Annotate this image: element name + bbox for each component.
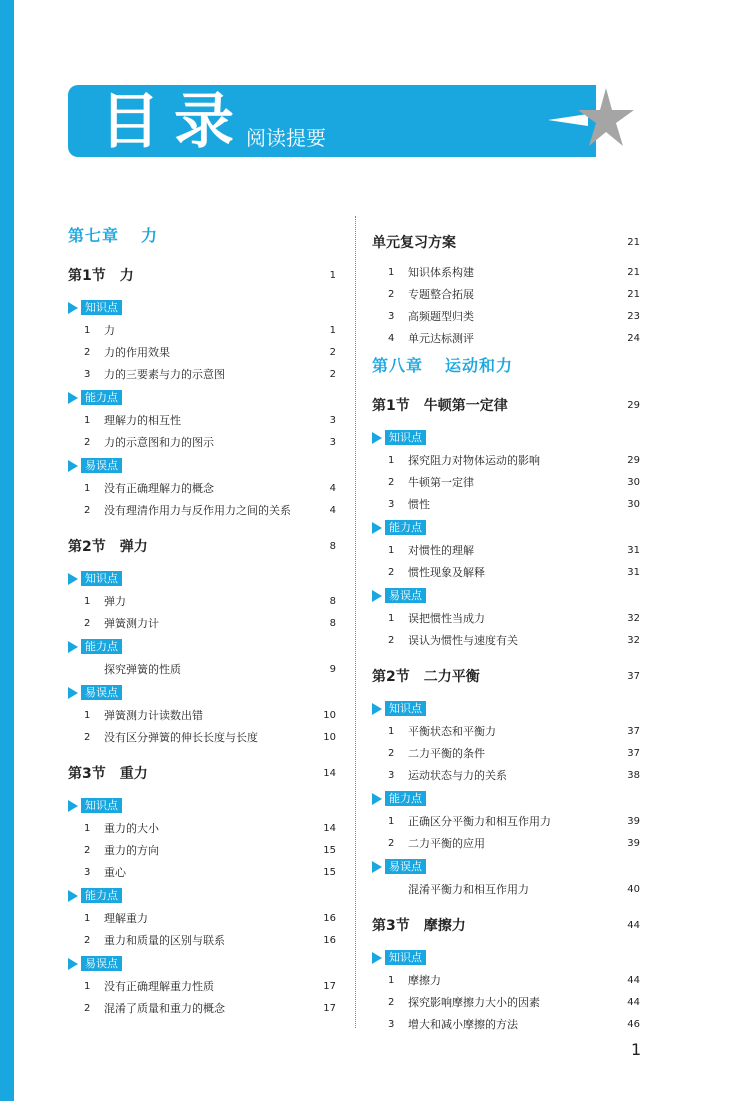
item-page: 16: [323, 934, 336, 946]
toc-item[interactable]: [372, 1013, 640, 1035]
section-heading[interactable]: [68, 760, 336, 786]
item-title: 二力平衡的应用: [408, 837, 485, 850]
section-heading[interactable]: [372, 663, 640, 689]
item-page: 8: [329, 595, 336, 607]
item-number: 1: [84, 912, 91, 924]
item-number: 1: [84, 324, 91, 336]
item-number: 2: [84, 844, 91, 856]
category-label: 知识点: [81, 798, 122, 813]
item-page: 3: [329, 436, 336, 448]
item-page: 14: [323, 822, 336, 834]
category-tag: [68, 684, 336, 701]
item-number: 1: [388, 544, 395, 556]
item-title: 误把惯性当成力: [408, 612, 485, 625]
item-title: 理解重力: [104, 912, 148, 925]
toc-item[interactable]: [372, 969, 640, 991]
item-title: 没有理清作用力与反作用力之间的关系: [104, 504, 291, 517]
section-title: [68, 536, 148, 556]
section-page: 14: [323, 767, 336, 779]
item-title: 正确区分平衡力和相互作用力: [408, 815, 551, 828]
item-page: 44: [627, 996, 640, 1008]
chapter-name: 力: [141, 226, 159, 245]
item-number: 2: [84, 346, 91, 358]
item-number: 1: [388, 815, 395, 827]
play-icon: [372, 952, 382, 964]
section-name: 牛顿第一定律: [423, 398, 508, 414]
toc-left-column: [68, 222, 336, 1019]
item-page: 16: [323, 912, 336, 924]
item-number: 1: [388, 454, 395, 466]
section-title: [372, 915, 466, 935]
category-label: 易误点: [385, 588, 426, 603]
category-label: 能力点: [81, 390, 122, 405]
item-page: 15: [323, 844, 336, 856]
item-number: 1: [388, 266, 395, 278]
page-subtitle: 阅读提要: [246, 126, 326, 150]
section-list: [372, 392, 640, 1035]
category-tag: [372, 519, 640, 536]
item-title: 专题整合拓展: [408, 288, 474, 301]
item-page: 29: [627, 454, 640, 466]
play-icon: [68, 302, 78, 314]
toc-item[interactable]: [68, 975, 336, 997]
item-title: 探究影响摩擦力大小的因素: [408, 996, 540, 1009]
category-tag: [68, 887, 336, 904]
item-page: 39: [627, 815, 640, 827]
section-name: 摩擦力: [423, 918, 466, 934]
item-number: 3: [388, 1018, 395, 1030]
item-page: 2: [329, 346, 336, 358]
item-title: 惯性现象及解释: [408, 566, 485, 579]
play-icon: [68, 687, 78, 699]
category-tag: [68, 955, 336, 972]
toc-item[interactable]: [372, 810, 640, 832]
toc-item[interactable]: [372, 742, 640, 764]
play-icon: [68, 641, 78, 653]
toc-item[interactable]: [372, 629, 640, 651]
item-page: 10: [323, 731, 336, 743]
item-page: 30: [627, 498, 640, 510]
item-page: 4: [329, 482, 336, 494]
toc-item[interactable]: [68, 997, 336, 1019]
item-title: 高频题型归类: [408, 310, 474, 323]
category-tag: [68, 389, 336, 406]
toc-item[interactable]: [68, 704, 336, 726]
item-number: 3: [84, 866, 91, 878]
item-page: 21: [627, 266, 640, 278]
toc-item[interactable]: [372, 327, 640, 349]
category-label: 易误点: [385, 859, 426, 874]
category-label: 知识点: [81, 571, 122, 586]
category-label: 能力点: [385, 520, 426, 535]
toc-item[interactable]: [372, 720, 640, 742]
toc-item[interactable]: [372, 493, 640, 515]
category-tag: [68, 570, 336, 587]
category-label: 能力点: [81, 639, 122, 654]
toc-item[interactable]: [372, 471, 640, 493]
item-page: 21: [627, 288, 640, 300]
toc-right-column: [372, 229, 640, 1035]
item-title: 增大和减小摩擦的方法: [408, 1018, 518, 1031]
item-title: 二力平衡的条件: [408, 747, 485, 760]
item-title: 没有正确理解力的概念: [104, 482, 214, 495]
item-title: 重心: [104, 866, 126, 879]
toc-item[interactable]: [68, 499, 336, 521]
toc-item[interactable]: [68, 658, 336, 680]
item-number: 1: [84, 595, 91, 607]
item-page: 37: [627, 747, 640, 759]
item-number: 1: [388, 725, 395, 737]
item-number: 1: [388, 974, 395, 986]
item-page: 40: [627, 883, 640, 895]
item-page: 2: [329, 368, 336, 380]
item-title: 运动状态与力的关系: [408, 769, 507, 782]
section-page: 1: [329, 269, 336, 281]
section-heading[interactable]: [68, 533, 336, 559]
item-page: 31: [627, 544, 640, 556]
category-tag: [372, 587, 640, 604]
item-number: 2: [84, 731, 91, 743]
category-label: 知识点: [81, 300, 122, 315]
section-label: 第3节: [372, 918, 410, 934]
toc-item[interactable]: [372, 764, 640, 786]
category-tag: [372, 700, 640, 717]
item-page: 32: [627, 634, 640, 646]
item-page: 31: [627, 566, 640, 578]
toc-item[interactable]: [68, 477, 336, 499]
item-number: 1: [388, 612, 395, 624]
item-page: 15: [323, 866, 336, 878]
item-number: 2: [388, 476, 395, 488]
item-title: 没有区分弹簧的伸长长度与长度: [104, 731, 258, 744]
toc-item[interactable]: [372, 305, 640, 327]
item-title: 力的三要素与力的示意图: [104, 368, 225, 381]
item-number: 4: [388, 332, 395, 344]
section-heading[interactable]: [68, 262, 336, 288]
item-number: 1: [84, 414, 91, 426]
category-tag: [372, 858, 640, 875]
item-title: 力的示意图和力的图示: [104, 436, 214, 449]
section-page: 8: [329, 540, 336, 552]
review-page: 21: [627, 236, 640, 248]
toc-item[interactable]: [68, 590, 336, 612]
review-heading[interactable]: [372, 229, 640, 255]
item-title: 弹簧测力计读数出错: [104, 709, 203, 722]
item-title: 混淆平衡力和相互作用力: [408, 883, 529, 896]
play-icon: [372, 861, 382, 873]
section-name: 力: [119, 268, 134, 284]
item-title: 没有正确理解重力性质: [104, 980, 214, 993]
play-icon: [372, 522, 382, 534]
item-title: 知识体系构建: [408, 266, 474, 279]
review-title: 单元复习方案: [372, 235, 456, 251]
toc-item[interactable]: [372, 561, 640, 583]
category-label: 知识点: [385, 430, 426, 445]
toc-item[interactable]: [68, 817, 336, 839]
item-title: 重力的方向: [104, 844, 159, 857]
item-number: 2: [388, 288, 395, 300]
item-number: 2: [388, 996, 395, 1008]
star-icon: [548, 84, 636, 156]
toc-item[interactable]: [68, 409, 336, 431]
item-title: 探究弹簧的性质: [104, 663, 181, 676]
item-page: 38: [627, 769, 640, 781]
item-title: 单元达标测评: [408, 332, 474, 345]
chapter-label: 第七章: [68, 226, 120, 245]
section-title: [68, 265, 134, 285]
page-number: 1: [631, 1040, 642, 1059]
item-number: 2: [84, 1002, 91, 1014]
section-title: [372, 666, 480, 686]
section-title: [372, 395, 508, 415]
item-page: 32: [627, 612, 640, 624]
chapter-label: 第八章: [372, 356, 424, 375]
play-icon: [68, 392, 78, 404]
play-icon: [68, 460, 78, 472]
item-page: 39: [627, 837, 640, 849]
category-label: 能力点: [385, 791, 426, 806]
chapter-name: 运动和力: [445, 356, 514, 375]
section-page: 29: [627, 399, 640, 411]
item-title: 混淆了质量和重力的概念: [104, 1002, 225, 1015]
item-page: 8: [329, 617, 336, 629]
toc-item[interactable]: [372, 449, 640, 471]
play-icon: [372, 703, 382, 715]
category-tag: [68, 457, 336, 474]
section-label: 第1节: [372, 398, 410, 414]
item-page: 30: [627, 476, 640, 488]
category-label: 能力点: [81, 888, 122, 903]
chapter-heading[interactable]: [68, 222, 336, 250]
item-page: 37: [627, 725, 640, 737]
item-title: 惯性: [408, 498, 430, 511]
toc-item[interactable]: [68, 319, 336, 341]
review-item-list: [372, 261, 640, 349]
item-page: 1: [329, 324, 336, 336]
item-title: 平衡状态和平衡力: [408, 725, 496, 738]
item-page: 17: [323, 1002, 336, 1014]
section-heading[interactable]: [372, 912, 640, 938]
page-title: 目录: [100, 87, 248, 157]
item-title: 理解力的相互性: [104, 414, 181, 427]
item-title: 重力和质量的区别与联系: [104, 934, 225, 947]
category-tag: [68, 638, 336, 655]
item-number: 1: [84, 980, 91, 992]
section-name: 弹力: [119, 539, 148, 555]
play-icon: [372, 590, 382, 602]
toc-item[interactable]: [68, 341, 336, 363]
section-page: 37: [627, 670, 640, 682]
item-page: 24: [627, 332, 640, 344]
item-page: 3: [329, 414, 336, 426]
toc-item[interactable]: [68, 431, 336, 453]
section-label: 第3节: [68, 766, 106, 782]
category-label: 知识点: [385, 701, 426, 716]
item-number: 3: [388, 769, 395, 781]
item-page: 17: [323, 980, 336, 992]
play-icon: [68, 573, 78, 585]
section-title: [68, 763, 148, 783]
item-number: 3: [84, 368, 91, 380]
item-number: 1: [84, 822, 91, 834]
play-icon: [372, 793, 382, 805]
item-number: 2: [388, 747, 395, 759]
section-name: 二力平衡: [423, 669, 480, 685]
item-title: 弹力: [104, 595, 126, 608]
toc-item[interactable]: [68, 929, 336, 951]
section-name: 重力: [119, 766, 148, 782]
toc-item[interactable]: [68, 363, 336, 385]
item-title: 牛顿第一定律: [408, 476, 474, 489]
item-page: 9: [329, 663, 336, 675]
play-icon: [372, 432, 382, 444]
item-number: 2: [388, 837, 395, 849]
section-label: 第1节: [68, 268, 106, 284]
item-title: 弹簧测力计: [104, 617, 159, 630]
play-icon: [68, 890, 78, 902]
item-number: 2: [388, 566, 395, 578]
item-number: 1: [84, 709, 91, 721]
toc-item[interactable]: [372, 991, 640, 1013]
item-number: 2: [388, 634, 395, 646]
play-icon: [68, 800, 78, 812]
item-page: 46: [627, 1018, 640, 1030]
item-page: 10: [323, 709, 336, 721]
toc-item[interactable]: [68, 861, 336, 883]
item-page: 4: [329, 504, 336, 516]
item-title: 摩擦力: [408, 974, 441, 987]
toc-item[interactable]: [372, 261, 640, 283]
item-title: 误认为惯性与速度有关: [408, 634, 518, 647]
item-number: 1: [84, 482, 91, 494]
chapter-heading[interactable]: [372, 352, 640, 380]
category-tag: [372, 429, 640, 446]
item-number: 2: [84, 436, 91, 448]
toc-item[interactable]: [372, 539, 640, 561]
category-label: 易误点: [81, 956, 122, 971]
item-number: 2: [84, 617, 91, 629]
item-page: 44: [627, 974, 640, 986]
category-label: 知识点: [385, 950, 426, 965]
column-divider: [355, 216, 356, 1028]
play-icon: [68, 958, 78, 970]
item-title: 探究阻力对物体运动的影响: [408, 454, 540, 467]
section-heading[interactable]: [372, 392, 640, 418]
item-title: 对惯性的理解: [408, 544, 474, 557]
item-number: 2: [84, 934, 91, 946]
item-title: 力: [104, 324, 115, 337]
item-page: 23: [627, 310, 640, 322]
category-tag: [372, 790, 640, 807]
item-title: 重力的大小: [104, 822, 159, 835]
side-accent-bar: [0, 0, 14, 1101]
item-number: 3: [388, 498, 395, 510]
item-number: 2: [84, 504, 91, 516]
toc-item[interactable]: [372, 832, 640, 854]
category-tag: [68, 299, 336, 316]
toc-item[interactable]: [372, 607, 640, 629]
item-title: 力的作用效果: [104, 346, 170, 359]
section-page: 44: [627, 919, 640, 931]
toc-item[interactable]: [68, 726, 336, 748]
section-list: [68, 262, 336, 1019]
toc-item[interactable]: [68, 839, 336, 861]
category-tag: [68, 797, 336, 814]
toc-item[interactable]: [372, 283, 640, 305]
toc-item[interactable]: [68, 907, 336, 929]
section-label: 第2节: [372, 669, 410, 685]
item-number: 3: [388, 310, 395, 322]
category-label: 易误点: [81, 685, 122, 700]
category-label: 易误点: [81, 458, 122, 473]
toc-item[interactable]: [372, 878, 640, 900]
section-label: 第2节: [68, 539, 106, 555]
toc-item[interactable]: [68, 612, 336, 634]
category-tag: [372, 949, 640, 966]
